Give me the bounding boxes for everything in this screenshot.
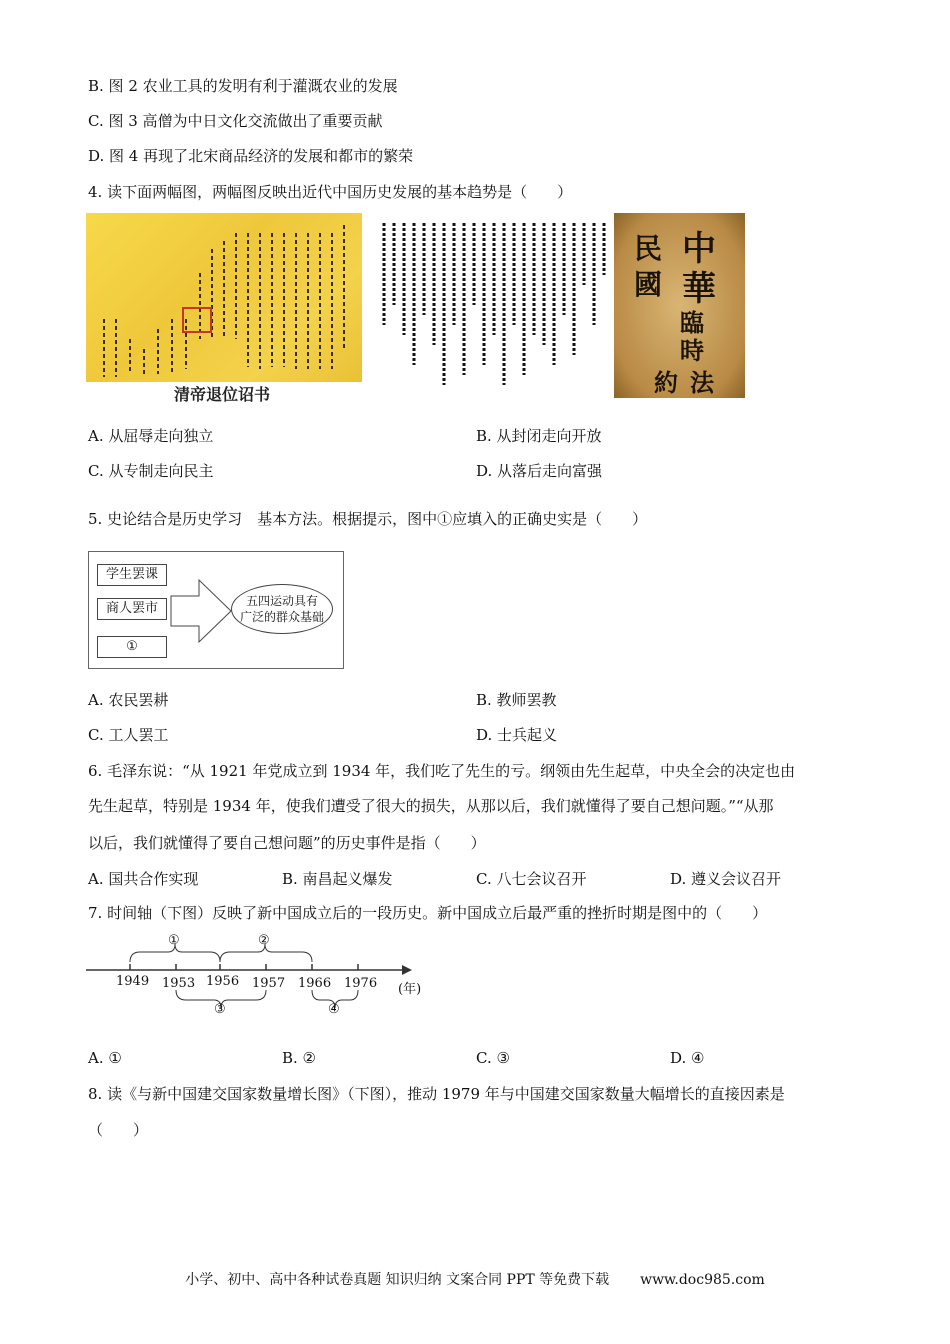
q8-line-1: 8. 读《与新中国建交国家数量增长图》（下图），推动 1979 年与中国建交国家数量大幅增长的直接因素是	[88, 1085, 785, 1103]
cover-char-8: 法	[690, 368, 714, 397]
cover-char-4: 國	[634, 268, 663, 301]
q4-option-d: D. 从落后走向富强	[476, 462, 603, 480]
q6-option-d: D. 遵义会议召开	[670, 870, 782, 888]
red-seal-mark	[182, 307, 212, 333]
cover-char-3: 民	[634, 232, 663, 265]
q6-option-c: C. 八七会议召开	[476, 870, 587, 888]
diagram-box-students: 学生罢课	[97, 564, 167, 586]
q5-option-d: D. 士兵起义	[476, 726, 558, 744]
timeline-bottom-label-3: ③	[214, 1002, 226, 1017]
conclusion-line-2: 广泛的群众基础	[239, 610, 324, 624]
q5-option-b: B. 教师罢教	[476, 691, 557, 709]
q7-option-b: B. ②	[282, 1049, 317, 1067]
page-footer	[0, 1270, 950, 1290]
timeline-year-1976: 1976	[344, 976, 378, 991]
provisional-constitution-cover-image	[614, 213, 745, 398]
q7-stem: 7. 时间轴（下图）反映了新中国成立后的一段历史。新中国成立后最严重的挫折时期是图中的（ ）	[88, 904, 768, 922]
timeline-year-1953: 1953	[162, 976, 196, 991]
q4-option-b: B. 从封闭走向开放	[476, 427, 602, 445]
timeline-year-1966: 1966	[298, 976, 332, 991]
q6-line-2: 先生起草，特别是 1934 年，使我们遭受了很大的损失，从那以后，我们就懂得了要自己想问题。”“从那	[88, 797, 774, 815]
timeline-top-label-2: ②	[258, 933, 270, 948]
abdication-edict-image	[86, 213, 362, 408]
document-script-columns	[372, 215, 612, 407]
diagram-conclusion-oval	[231, 584, 333, 634]
cover-char-7: 約	[654, 368, 678, 397]
q8-line-2: （ ）	[88, 1121, 149, 1139]
q7-option-a: A. ①	[88, 1049, 122, 1067]
q7-option-c: C. ③	[476, 1049, 510, 1067]
q5-stem: 5. 史论结合是历史学习 基本方法。根据提示，图中①应填入的正确史实是（ ）	[88, 510, 648, 528]
timeline-year-1949: 1949	[116, 974, 150, 989]
q6-option-b: B. 南昌起义爆发	[282, 870, 393, 888]
may-fourth-diagram	[88, 551, 344, 669]
q7-option-d: D. ④	[670, 1049, 705, 1067]
timeline-year-1956: 1956	[206, 974, 240, 989]
cover-char-2: 華	[682, 269, 716, 309]
footer-text: 小学、初中、高中各种试卷真题 知识归纳 文案合同 PPT 等免费下载	[185, 1272, 610, 1288]
diagram-box-merchants: 商人罢市	[97, 598, 167, 620]
edict-script-columns	[96, 219, 352, 379]
document-text-image	[372, 215, 612, 407]
timeline-unit: (年)	[398, 982, 422, 997]
q4-option-c: C. 从专制走向民主	[88, 462, 214, 480]
prev-option-b: B. 图 2 农业工具的发明有利于灌溉农业的发展	[88, 77, 398, 95]
footer-url[interactable]: www.doc985.com	[640, 1272, 765, 1288]
q6-line-3: 以后，我们就懂得了要自己想问题”的历史事件是指（ ）	[88, 834, 486, 852]
diagram-box-blank: ①	[97, 636, 167, 658]
prev-option-d: D. 图 4 再现了北宋商品经济的发展和都市的繁荣	[88, 147, 414, 165]
q6-line-1: 6. 毛泽东说：“从 1921 年党成立到 1934 年，我们吃了先生的亏。纲领由先生起草，中央全会的决定也由	[88, 762, 796, 780]
timeline-bottom-label-4: ④	[328, 1002, 340, 1017]
diagram-arrow	[169, 578, 233, 644]
cover-char-6: 時	[680, 336, 704, 365]
edict-caption: 清帝退位诏书	[86, 382, 362, 408]
q5-option-a: A. 农民罢耕	[88, 691, 169, 709]
conclusion-line-1: 五四运动具有	[245, 594, 318, 608]
cover-char-5: 臨	[680, 308, 704, 337]
cover-char-1: 中	[682, 229, 716, 269]
q4-option-a: A. 从屈辱走向独立	[88, 427, 214, 445]
timeline-top-label-1: ①	[168, 933, 180, 948]
q4-stem: 4. 读下面两幅图，两幅图反映出近代中国历史发展的基本趋势是（ ）	[88, 183, 573, 201]
timeline-year-1957: 1957	[252, 976, 286, 991]
q6-option-a: A. 国共合作实现	[88, 870, 199, 888]
prev-option-c: C. 图 3 高僧为中日文化交流做出了重要贡献	[88, 112, 383, 130]
q5-option-c: C. 工人罢工	[88, 726, 169, 744]
